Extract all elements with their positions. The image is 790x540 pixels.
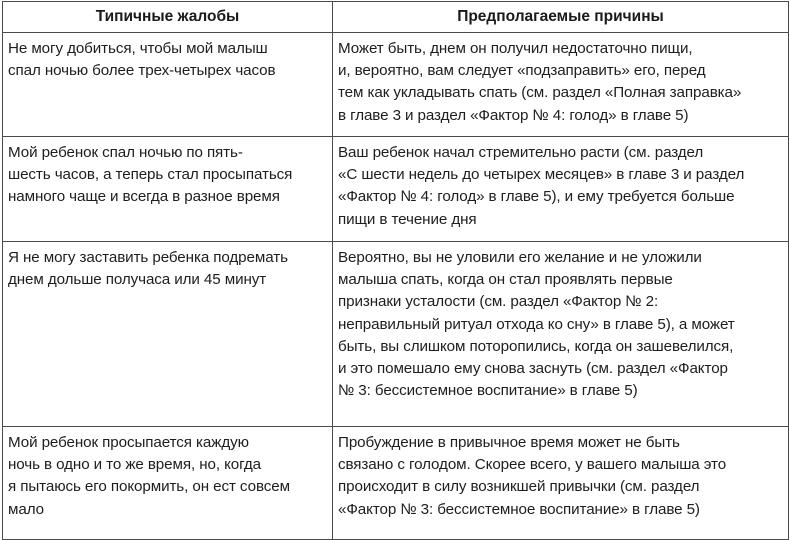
text-line: Может быть, днем он получил недостаточно пищи, — [338, 40, 693, 57]
text-line: намного чаще и всегда в разное время — [8, 188, 280, 206]
text-line: малыша спать, когда он стал проявлять первые — [338, 271, 673, 289]
text-line: шесть часов, а теперь стал просыпаться — [8, 166, 293, 184]
complaint-cell — [3, 427, 333, 540]
text-line: днем дольше получаса или 45 минут — [8, 271, 267, 289]
text-line: быть, вы слишком поторопились, когда он зашевелился, — [338, 337, 734, 355]
cause-cell — [333, 33, 789, 137]
text-line: № 3: бессистемное воспитание» в главе 5) — [338, 382, 638, 400]
text-line: Мой ребенок спал ночью по пять- — [8, 144, 243, 161]
text-line: пищи в течение дня — [338, 210, 477, 228]
text-line: Не могу добиться, чтобы мой малыш — [8, 40, 268, 57]
table-header-row — [3, 2, 789, 33]
table-row — [3, 33, 789, 137]
text-line: и это помешало ему снова заснуть (см. раздел «Фактор — [338, 360, 728, 378]
text-line: спал ночью более трех-четырех часов — [8, 62, 276, 80]
text-line: «С шести недель до четырех месяцев» в главе 3 и раздел — [338, 166, 745, 184]
text-line: неправильный ритуал отхода ко сну» в главе 5), а может — [338, 315, 735, 333]
text-line: в главе 3 и раздел «Фактор № 4: голод» в главе 5) — [338, 106, 689, 124]
text-line: признаки усталости (см. раздел «Фактор № 2: — [338, 293, 659, 311]
text-line: и, вероятно, вам следует «подзаправить» его, перед — [338, 62, 706, 80]
header-causes: Предполагаемые причины — [333, 2, 789, 33]
text-line: происходит в силу возникшей привычки (см. раздел — [338, 478, 700, 496]
header-complaints: Типичные жалобы — [3, 2, 333, 33]
table-row — [3, 427, 789, 540]
text-line: мало — [8, 500, 44, 518]
complaint-cell — [3, 137, 333, 242]
complaints-table — [2, 1, 789, 540]
text-line: Мой ребенок просыпается каждую — [8, 434, 249, 451]
complaint-cell — [3, 242, 333, 427]
text-line: тем как укладывать спать (см. раздел «Полная заправка» — [338, 84, 742, 102]
cause-cell — [333, 137, 789, 242]
table-row — [3, 137, 789, 242]
text-line: я пытаюсь его покормить, он ест совсем — [8, 478, 290, 496]
text-line: «Фактор № 4: голод» в главе 5), и ему требуется больше — [338, 188, 735, 206]
cause-cell — [333, 427, 789, 540]
text-line: связано с голодом. Скорее всего, у вашего малыша это — [338, 456, 727, 474]
text-line: Ваш ребенок начал стремительно расти (см. раздел — [338, 144, 704, 161]
table-row — [3, 242, 789, 427]
complaint-cell — [3, 33, 333, 137]
text-line: Вероятно, вы не уловили его желание и не уложили — [338, 249, 702, 266]
cause-cell — [333, 242, 789, 427]
text-line: Пробуждение в привычное время может не быть — [338, 434, 680, 451]
text-line: Я не могу заставить ребенка подремать — [8, 249, 288, 266]
text-line: ночь в одно и то же время, но, когда — [8, 456, 262, 474]
text-line: «Фактор № 3: бессистемное воспитание» в главе 5) — [338, 500, 700, 518]
